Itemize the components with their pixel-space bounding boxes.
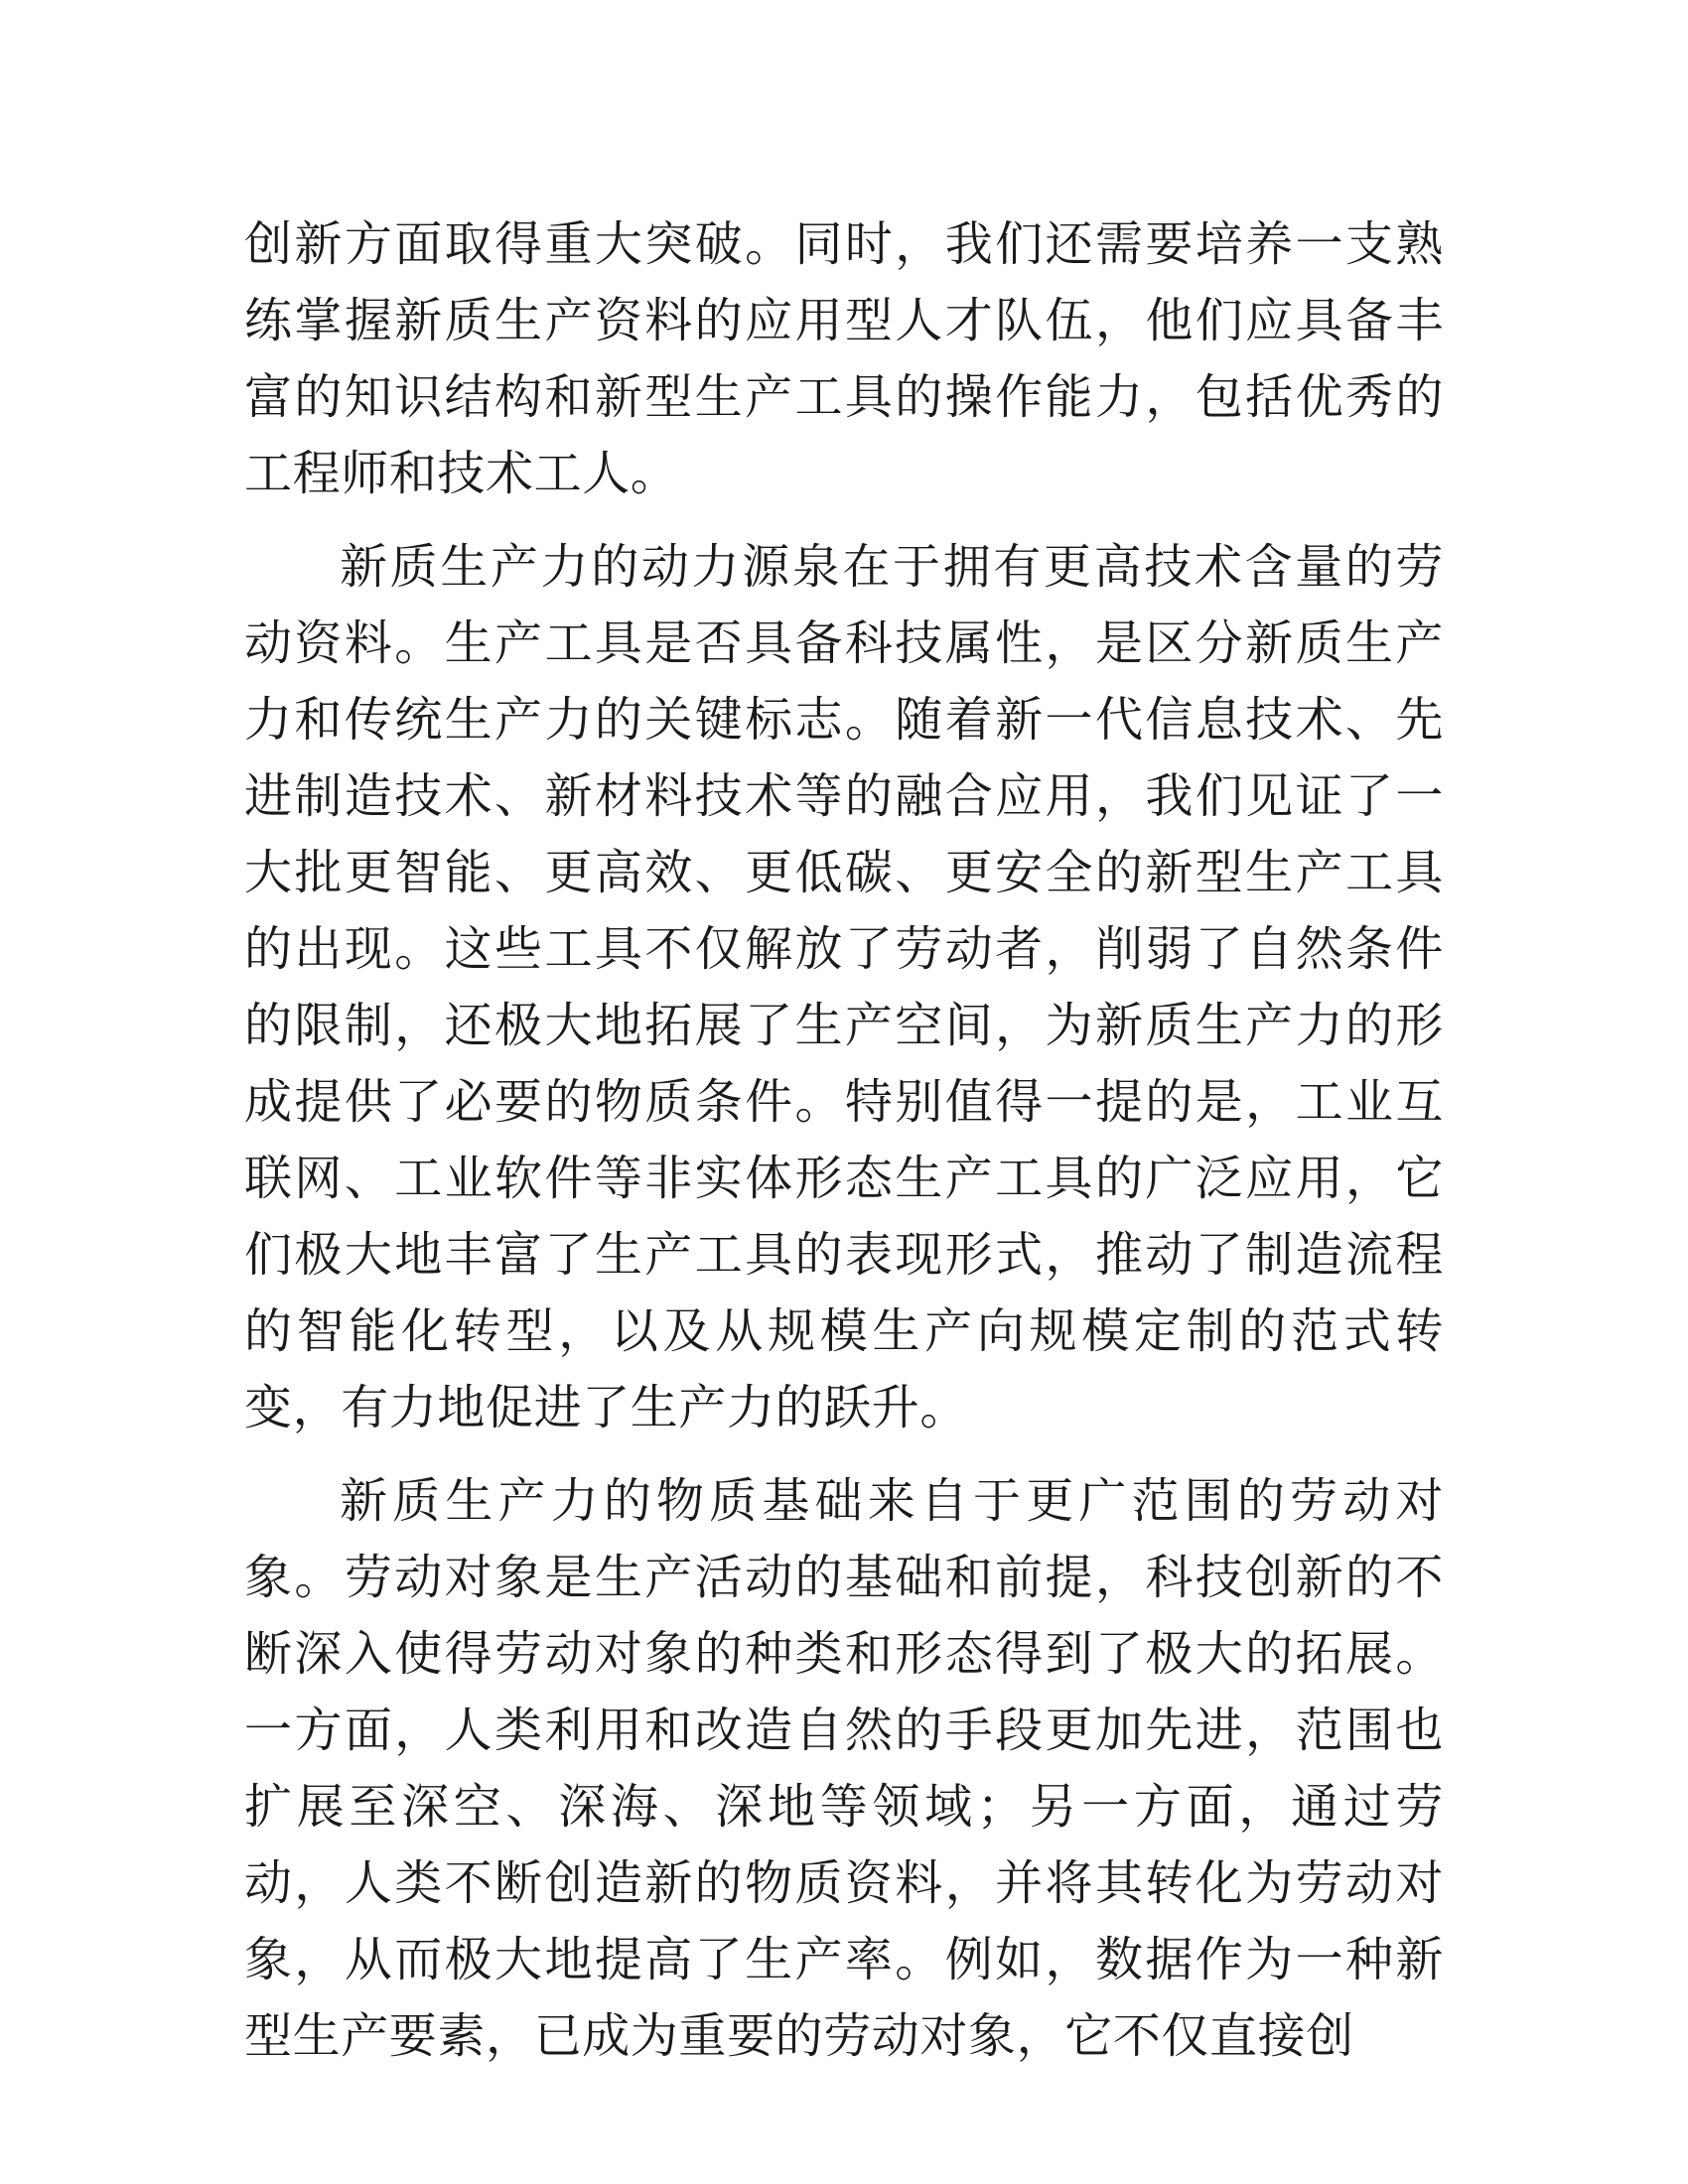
paragraph-3: 新质生产力的物质基础来自于更广范围的劳动对象。劳动对象是生产活动的基础和前提，科技创新的不断深入使得劳动对象的种类和形态得到了极大的拓展。一方面，人类利用和改造自然的手段更加先进，范围也扩展至深空、深海、深地等领域；另一方面，通过劳动，人类不断创造新的物质资料，并将其转化为劳动对象，从而极大地提高了生产率。例如，数据作为一种新型生产要素，已成为重要的劳动对象，它不仅直接创 xyxy=(244,1473,1444,2064)
paragraph-1: 创新方面取得重大突破。同时，我们还需要培养一支熟练掌握新质生产资料的应用型人才队伍，他们应具备丰富的知识结构和新型生产工具的操作能力，包括优秀的工程师和技术工人。 xyxy=(244,216,1444,501)
paragraph-2: 新质生产力的动力源泉在于拥有更高技术含量的劳动资料。生产工具是否具备科技属性，是区分新质生产力和传统生产力的关键标志。随着新一代信息技术、先进制造技术、新材料技术等的融合应用，我们见证了一大批更智能、更高效、更低碳、更安全的新型生产工具的出现。这些工具不仅解放了劳动者，削弱了自然条件的限制，还极大地拓展了生产空间，为新质生产力的形成提供了必要的物质条件。特别值得一提的是，工业互联网、工业软件等非实体形态生产工具的广泛应用，它们极大地丰富了生产工具的表现形式，推动了制造流程的智能化转型，以及从规模生产向规模定制的范式转变，有力地促进了生产力的跃升。 xyxy=(244,539,1444,1435)
body-text xyxy=(244,206,1444,2075)
